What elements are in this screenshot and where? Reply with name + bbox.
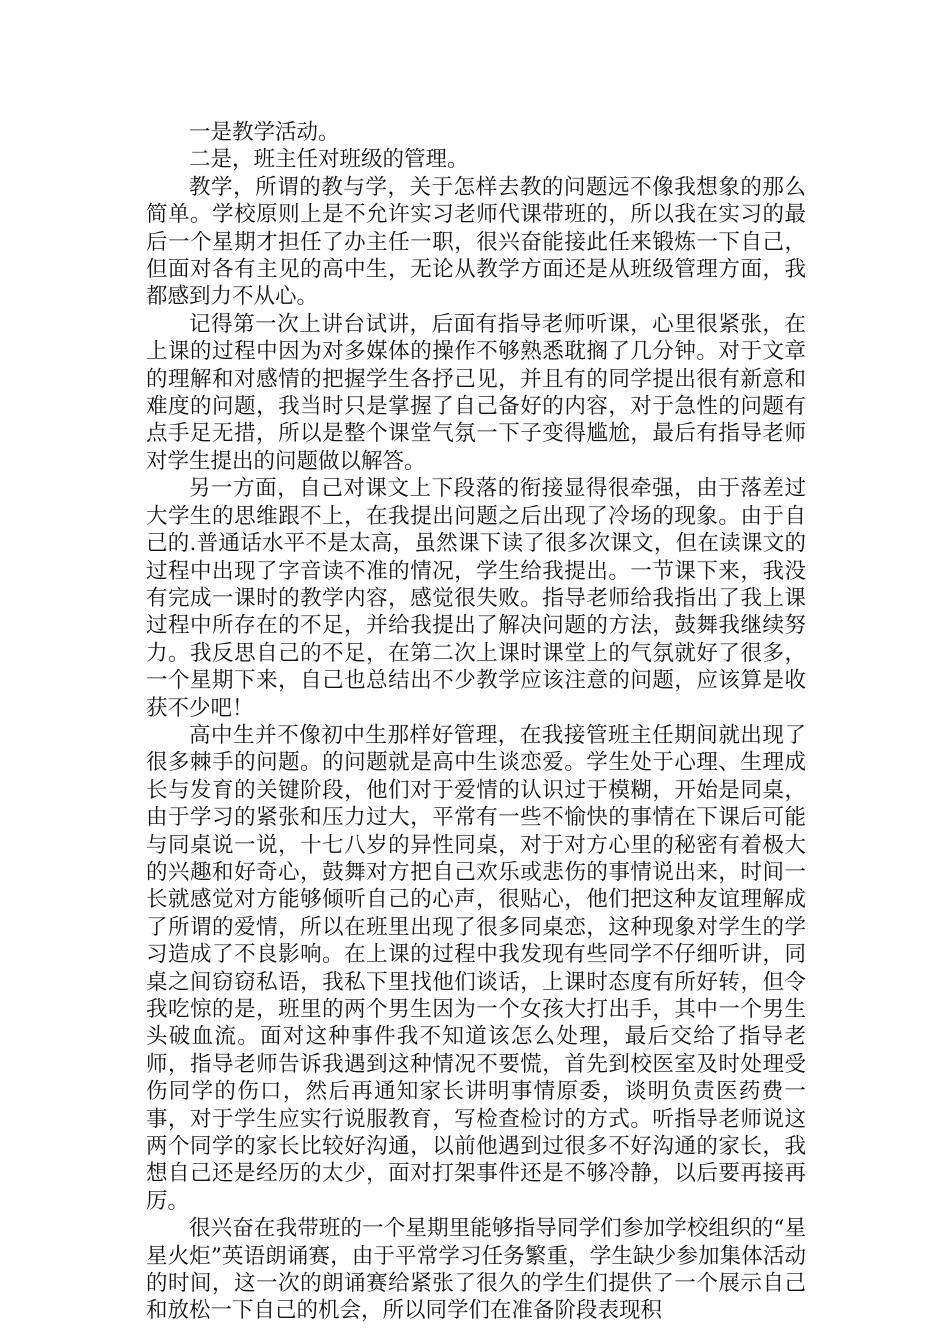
paragraph-other-aspect: 另一方面，自己对课文上下段落的衔接显得很牵强，由于落差过大学生的思维跟不上，在我提出问题之后出现了冷场的现象。由于自己的.普通话水平不是太高，虽然课下读了很多次课文，但在读课文的过程中出现了字音读不准的情况，学生给我提出。一节课下来，我没有完成一课时的教学内容，感觉很失败。指导老师给我指出了我上课过程中所存在的不足，并给我提出了解决问题的方法，鼓舞我继续努力。我反思自己的不足，在第二次上课时课堂上的气氛就好了很多，一个星期下来，自己也总结出不少教学应该注意的问题，应该算是收获不少吧！: [146, 476, 806, 721]
document-body: [146, 119, 806, 1325]
paragraph-teaching-activity: 一是教学活动。: [189, 120, 340, 145]
paragraph-first-lecture: 记得第一次上讲台试讲，后面有指导老师听课，心里很紧张，在上课的过程中因为对多媒体的操作不够熟悉耽搁了几分钟。对于文章的理解和对感情的把握学生各抒己见，并且有的同学提出很有新意和难度的问题，我当时只是掌握了自己备好的内容，对于急性的问题有点手足无措，所以是整个课堂气氛一下子变得尴尬，最后有指导老师对学生提出的问题做以解答。: [146, 311, 806, 474]
paragraph-class-management-story: 高中生并不像初中生那样好管理，在我接管班主任期间就出现了很多棘手的问题。的问题就是高中生谈恋爱。学生处于心理、生理成长与发育的关键阶段，他们对于爱情的认识过于模糊，开始是同桌，由于学习的紧张和压力过大，平常有一些不愉快的事情在下课后可能与同桌说一说，十七八岁的异性同桌，对于对方心里的秘密有着极大的兴趣和好奇心，鼓舞对方把自己欢乐或悲伤的事情说出来，时间一长就感觉对方能够倾听自己的心声，很贴心，他们把这种友谊理解成了所谓的爱情，所以在班里出现了很多同桌恋，这种现象对学生的学习造成了不良影响。在上课的过程中我发现有些同学不仔细听讲，同桌之间窃窃私语，我私下里找他们谈话，上课时态度有所好转，但令我吃惊的是，班里的两个男生因为一个女孩大打出手，其中一个男生头破血流。面对这种事件我不知道该怎么处理，最后交给了指导老师，指导老师告诉我遇到这种情况不要慌，首先到校医室及时处理受伤同学的伤口，然后再通知家长讲明事情原委，谈明负责医药费一事，对于学生应实行说服教育，写检查检讨的方式。听指导老师说这两个同学的家长比较好沟通，以前他遇到过很多不好沟通的家长，我想自己还是经历的太少，面对打架事件还是不够冷静，以后要再接再厉。: [146, 722, 806, 1214]
paragraph-teaching-intro: 教学，所谓的教与学，关于怎样去教的问题远不像我想象的那么简单。学校原则上是不允许实习老师代课带班的，所以我在实习的最后一个星期才担任了办主任一职，很兴奋能接此任来锻炼一下自己，但面对各有主见的高中生，无论从教学方面还是从班级管理方面，我都感到力不从心。: [146, 174, 806, 310]
paragraph-recitation-contest: 很兴奋在我带班的一个星期里能够指导同学们参加学校组织的“星星火炬”英语朗诵赛，由于平常学习任务繁重，学生缺少参加集体活动的时间，这一次的朗诵赛给紧张了很久的学生们提供了一个展示自己和放松一下自己的机会，所以同学们在准备阶段表现积: [146, 1216, 806, 1324]
paragraph-class-management: 二是，班主任对班级的管理。: [189, 147, 469, 173]
